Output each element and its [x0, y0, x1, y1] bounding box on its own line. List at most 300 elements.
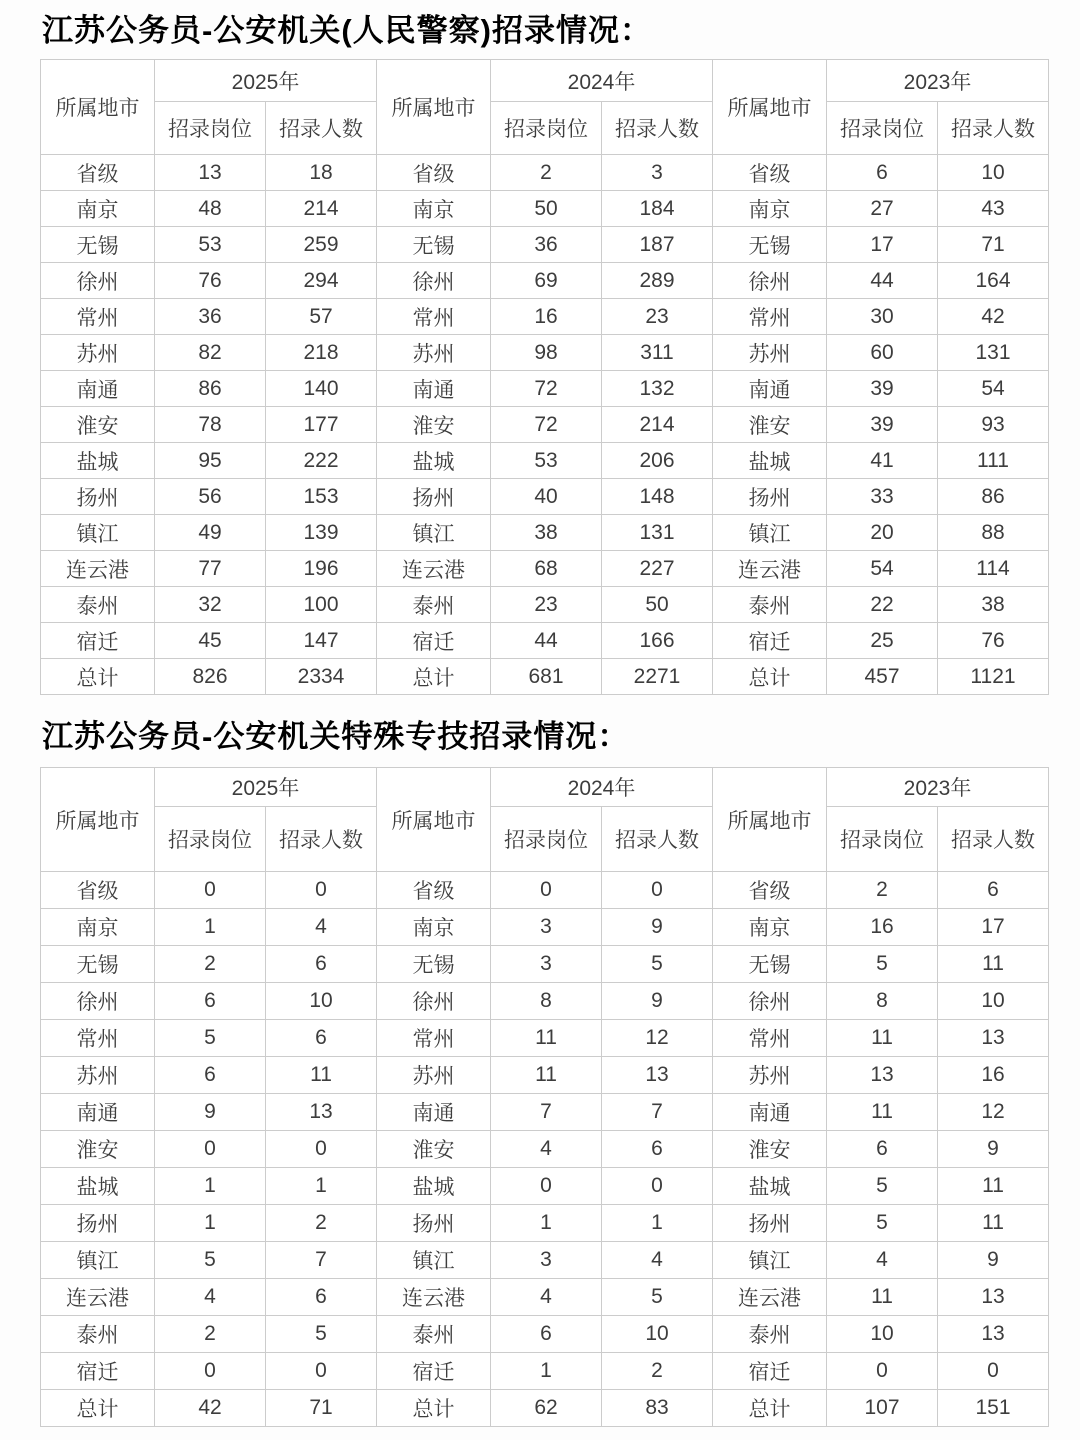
city-cell: 南京: [713, 909, 827, 946]
value-cell: 3: [491, 909, 602, 946]
city-cell: 连云港: [713, 1279, 827, 1316]
table-row: [41, 872, 1049, 909]
value-cell: 0: [155, 872, 266, 909]
value-cell: 40: [491, 479, 602, 515]
value-cell: 6: [827, 1131, 938, 1168]
value-cell: 0: [491, 872, 602, 909]
city-cell: 盐城: [377, 443, 491, 479]
value-cell: 50: [602, 587, 713, 623]
city-cell: 泰州: [41, 587, 155, 623]
value-cell: 27: [827, 191, 938, 227]
value-cell: 72: [491, 371, 602, 407]
column-header-city: 所属地市: [713, 768, 827, 872]
city-cell: 南京: [41, 909, 155, 946]
section-title-police: 江苏公务员-公安机关(人民警察)招录情况：: [42, 13, 652, 48]
value-cell: 4: [602, 1242, 713, 1279]
city-cell: 苏州: [41, 1057, 155, 1094]
value-cell: 11: [491, 1020, 602, 1057]
value-cell: 5: [827, 946, 938, 983]
table-row: [41, 1168, 1049, 1205]
value-cell: 10: [266, 983, 377, 1020]
value-cell: 4: [266, 909, 377, 946]
value-cell: 38: [491, 515, 602, 551]
value-cell: 13: [155, 155, 266, 191]
value-cell: 48: [155, 191, 266, 227]
column-header-city: 所属地市: [377, 60, 491, 155]
value-cell: 227: [602, 551, 713, 587]
value-cell: 69: [491, 263, 602, 299]
city-cell: 淮安: [377, 1131, 491, 1168]
city-cell: 南京: [377, 191, 491, 227]
value-cell: 131: [938, 335, 1049, 371]
value-cell: 7: [602, 1094, 713, 1131]
city-cell: 南通: [41, 371, 155, 407]
table-row: [41, 551, 1049, 587]
value-cell: 148: [602, 479, 713, 515]
table-row: [41, 299, 1049, 335]
city-cell: 南京: [713, 191, 827, 227]
table-row: [41, 515, 1049, 551]
city-cell: 无锡: [713, 227, 827, 263]
table-row: [41, 1242, 1049, 1279]
column-header-city: 所属地市: [41, 60, 155, 155]
value-cell: 57: [266, 299, 377, 335]
city-cell: 连云港: [41, 551, 155, 587]
value-cell: 10: [827, 1316, 938, 1353]
value-cell: 6: [827, 155, 938, 191]
table-row: [41, 1353, 1049, 1390]
value-cell: 76: [938, 623, 1049, 659]
table-body: [41, 155, 1049, 695]
city-cell: 徐州: [713, 983, 827, 1020]
city-cell: 扬州: [41, 479, 155, 515]
value-cell: 6: [266, 1020, 377, 1057]
column-header-people: 招录人数: [266, 807, 377, 872]
value-cell: 196: [266, 551, 377, 587]
value-cell: 54: [938, 371, 1049, 407]
year-header-2024: 2024年: [491, 60, 713, 102]
value-cell: 289: [602, 263, 713, 299]
city-cell: 总计: [377, 1390, 491, 1427]
value-cell: 49: [155, 515, 266, 551]
value-cell: 6: [491, 1316, 602, 1353]
city-cell: 盐城: [41, 1168, 155, 1205]
table-row: [41, 1057, 1049, 1094]
column-header-city: 所属地市: [713, 60, 827, 155]
police-recruitment-table: [40, 59, 1049, 695]
value-cell: 1: [602, 1205, 713, 1242]
value-cell: 4: [491, 1131, 602, 1168]
value-cell: 6: [266, 1279, 377, 1316]
value-cell: 9: [602, 909, 713, 946]
value-cell: 1: [491, 1205, 602, 1242]
value-cell: 10: [938, 983, 1049, 1020]
value-cell: 44: [491, 623, 602, 659]
value-cell: 7: [266, 1242, 377, 1279]
value-cell: 8: [491, 983, 602, 1020]
value-cell: 16: [491, 299, 602, 335]
table-row: [41, 191, 1049, 227]
table-row: [41, 227, 1049, 263]
table-row: [41, 983, 1049, 1020]
value-cell: 68: [491, 551, 602, 587]
value-cell: 13: [266, 1094, 377, 1131]
value-cell: 4: [827, 1242, 938, 1279]
city-cell: 苏州: [713, 1057, 827, 1094]
value-cell: 93: [938, 407, 1049, 443]
value-cell: 10: [938, 155, 1049, 191]
value-cell: 98: [491, 335, 602, 371]
value-cell: 54: [827, 551, 938, 587]
value-cell: 0: [155, 1131, 266, 1168]
city-cell: 淮安: [713, 407, 827, 443]
city-cell: 扬州: [377, 479, 491, 515]
city-cell: 连云港: [377, 1279, 491, 1316]
city-cell: 镇江: [713, 515, 827, 551]
value-cell: 294: [266, 263, 377, 299]
value-cell: 23: [491, 587, 602, 623]
value-cell: 107: [827, 1390, 938, 1427]
city-cell: 镇江: [713, 1242, 827, 1279]
value-cell: 4: [155, 1279, 266, 1316]
value-cell: 11: [266, 1057, 377, 1094]
table-row: [41, 946, 1049, 983]
value-cell: 3: [491, 946, 602, 983]
value-cell: 0: [602, 872, 713, 909]
value-cell: 36: [491, 227, 602, 263]
city-cell: 总计: [377, 659, 491, 695]
table-row: [41, 1205, 1049, 1242]
city-cell: 常州: [41, 1020, 155, 1057]
value-cell: 2: [602, 1353, 713, 1390]
city-cell: 淮安: [41, 1131, 155, 1168]
value-cell: 3: [491, 1242, 602, 1279]
value-cell: 206: [602, 443, 713, 479]
value-cell: 6: [155, 983, 266, 1020]
city-cell: 省级: [41, 872, 155, 909]
city-cell: 总计: [713, 659, 827, 695]
value-cell: 50: [491, 191, 602, 227]
special-tech-recruitment-table: [40, 767, 1049, 1427]
value-cell: 39: [827, 371, 938, 407]
value-cell: 9: [938, 1242, 1049, 1279]
value-cell: 86: [155, 371, 266, 407]
year-header-2025: 2025年: [155, 60, 377, 102]
value-cell: 9: [938, 1131, 1049, 1168]
value-cell: 111: [938, 443, 1049, 479]
value-cell: 16: [827, 909, 938, 946]
city-cell: 无锡: [713, 946, 827, 983]
city-cell: 南通: [713, 1094, 827, 1131]
value-cell: 0: [266, 1131, 377, 1168]
city-cell: 南京: [41, 191, 155, 227]
value-cell: 214: [602, 407, 713, 443]
value-cell: 151: [938, 1390, 1049, 1427]
city-cell: 总计: [713, 1390, 827, 1427]
value-cell: 42: [938, 299, 1049, 335]
value-cell: 76: [155, 263, 266, 299]
city-cell: 淮安: [713, 1131, 827, 1168]
city-cell: 扬州: [713, 1205, 827, 1242]
value-cell: 9: [602, 983, 713, 1020]
value-cell: 100: [266, 587, 377, 623]
column-header-posts: 招录岗位: [827, 102, 938, 155]
city-cell: 连云港: [377, 551, 491, 587]
value-cell: 10: [602, 1316, 713, 1353]
city-cell: 宿迁: [377, 623, 491, 659]
city-cell: 无锡: [377, 946, 491, 983]
column-header-posts: 招录岗位: [155, 807, 266, 872]
table-row: [41, 1279, 1049, 1316]
city-cell: 连云港: [41, 1279, 155, 1316]
table-row: [41, 1316, 1049, 1353]
value-cell: 826: [155, 659, 266, 695]
value-cell: 53: [491, 443, 602, 479]
value-cell: 0: [266, 1353, 377, 1390]
value-cell: 681: [491, 659, 602, 695]
value-cell: 71: [266, 1390, 377, 1427]
value-cell: 5: [155, 1242, 266, 1279]
value-cell: 132: [602, 371, 713, 407]
city-cell: 盐城: [713, 443, 827, 479]
table-row: [41, 623, 1049, 659]
table-row: [41, 479, 1049, 515]
value-cell: 8: [827, 983, 938, 1020]
table-row: [41, 587, 1049, 623]
value-cell: 1: [155, 909, 266, 946]
value-cell: 153: [266, 479, 377, 515]
value-cell: 13: [938, 1279, 1049, 1316]
city-cell: 徐州: [713, 263, 827, 299]
city-cell: 苏州: [377, 1057, 491, 1094]
city-cell: 宿迁: [41, 1353, 155, 1390]
column-header-city: 所属地市: [377, 768, 491, 872]
city-cell: 南通: [377, 1094, 491, 1131]
value-cell: 71: [938, 227, 1049, 263]
value-cell: 2: [491, 155, 602, 191]
value-cell: 214: [266, 191, 377, 227]
value-cell: 2: [266, 1205, 377, 1242]
table-row: [41, 335, 1049, 371]
city-cell: 省级: [377, 872, 491, 909]
city-cell: 无锡: [377, 227, 491, 263]
value-cell: 88: [938, 515, 1049, 551]
city-cell: 泰州: [41, 1316, 155, 1353]
value-cell: 9: [155, 1094, 266, 1131]
value-cell: 166: [602, 623, 713, 659]
city-cell: 省级: [377, 155, 491, 191]
column-header-posts: 招录岗位: [155, 102, 266, 155]
value-cell: 38: [938, 587, 1049, 623]
value-cell: 77: [155, 551, 266, 587]
value-cell: 259: [266, 227, 377, 263]
city-cell: 镇江: [41, 1242, 155, 1279]
value-cell: 1: [155, 1168, 266, 1205]
value-cell: 0: [155, 1353, 266, 1390]
city-cell: 淮安: [377, 407, 491, 443]
value-cell: 6: [266, 946, 377, 983]
table-row: [41, 1094, 1049, 1131]
column-header-posts: 招录岗位: [491, 807, 602, 872]
city-cell: 泰州: [377, 587, 491, 623]
city-cell: 常州: [41, 299, 155, 335]
value-cell: 43: [938, 191, 1049, 227]
city-cell: 淮安: [41, 407, 155, 443]
city-cell: 南京: [377, 909, 491, 946]
city-cell: 宿迁: [713, 1353, 827, 1390]
value-cell: 0: [602, 1168, 713, 1205]
value-cell: 164: [938, 263, 1049, 299]
value-cell: 16: [938, 1057, 1049, 1094]
city-cell: 省级: [713, 155, 827, 191]
value-cell: 12: [602, 1020, 713, 1057]
value-cell: 6: [938, 872, 1049, 909]
value-cell: 140: [266, 371, 377, 407]
value-cell: 7: [491, 1094, 602, 1131]
city-cell: 常州: [713, 1020, 827, 1057]
column-header-people: 招录人数: [938, 102, 1049, 155]
city-cell: 镇江: [377, 515, 491, 551]
value-cell: 5: [602, 1279, 713, 1316]
city-cell: 徐州: [377, 263, 491, 299]
value-cell: 1: [266, 1168, 377, 1205]
value-cell: 5: [266, 1316, 377, 1353]
year-header-2023: 2023年: [827, 60, 1049, 102]
city-cell: 宿迁: [377, 1353, 491, 1390]
value-cell: 56: [155, 479, 266, 515]
value-cell: 147: [266, 623, 377, 659]
column-header-people: 招录人数: [938, 807, 1049, 872]
value-cell: 0: [491, 1168, 602, 1205]
value-cell: 53: [155, 227, 266, 263]
city-cell: 扬州: [377, 1205, 491, 1242]
value-cell: 1: [155, 1205, 266, 1242]
city-cell: 常州: [713, 299, 827, 335]
table-body: [41, 872, 1049, 1427]
table-row: [41, 909, 1049, 946]
value-cell: 18: [266, 155, 377, 191]
year-header-2024: 2024年: [491, 768, 713, 807]
value-cell: 2: [155, 946, 266, 983]
city-cell: 苏州: [713, 335, 827, 371]
value-cell: 41: [827, 443, 938, 479]
value-cell: 22: [827, 587, 938, 623]
value-cell: 25: [827, 623, 938, 659]
city-cell: 苏州: [377, 335, 491, 371]
city-cell: 扬州: [41, 1205, 155, 1242]
value-cell: 60: [827, 335, 938, 371]
city-cell: 扬州: [713, 479, 827, 515]
city-cell: 连云港: [713, 551, 827, 587]
table-row: [41, 443, 1049, 479]
value-cell: 45: [155, 623, 266, 659]
value-cell: 187: [602, 227, 713, 263]
value-cell: 6: [155, 1057, 266, 1094]
column-header-posts: 招录岗位: [491, 102, 602, 155]
value-cell: 82: [155, 335, 266, 371]
value-cell: 6: [602, 1131, 713, 1168]
section-title-special-tech: 江苏公务员-公安机关特殊专技招录情况：: [42, 719, 630, 754]
city-cell: 镇江: [41, 515, 155, 551]
value-cell: 2271: [602, 659, 713, 695]
table-header: [41, 60, 1049, 155]
table-row: [41, 1020, 1049, 1057]
value-cell: 33: [827, 479, 938, 515]
value-cell: 17: [827, 227, 938, 263]
city-cell: 总计: [41, 659, 155, 695]
value-cell: 457: [827, 659, 938, 695]
value-cell: 4: [491, 1279, 602, 1316]
column-header-people: 招录人数: [266, 102, 377, 155]
value-cell: 222: [266, 443, 377, 479]
value-cell: 218: [266, 335, 377, 371]
city-cell: 苏州: [41, 335, 155, 371]
value-cell: 72: [491, 407, 602, 443]
city-cell: 镇江: [377, 1242, 491, 1279]
column-header-people: 招录人数: [602, 102, 713, 155]
value-cell: 13: [938, 1316, 1049, 1353]
value-cell: 11: [827, 1279, 938, 1316]
city-cell: 无锡: [41, 946, 155, 983]
column-header-posts: 招录岗位: [827, 807, 938, 872]
value-cell: 42: [155, 1390, 266, 1427]
value-cell: 1: [491, 1353, 602, 1390]
city-cell: 宿迁: [41, 623, 155, 659]
value-cell: 139: [266, 515, 377, 551]
table-row: [41, 155, 1049, 191]
table-header: [41, 768, 1049, 872]
table-row: [41, 1131, 1049, 1168]
city-cell: 无锡: [41, 227, 155, 263]
table-row: [41, 263, 1049, 299]
value-cell: 11: [938, 946, 1049, 983]
value-cell: 20: [827, 515, 938, 551]
value-cell: 131: [602, 515, 713, 551]
city-cell: 泰州: [713, 587, 827, 623]
value-cell: 177: [266, 407, 377, 443]
city-cell: 盐城: [713, 1168, 827, 1205]
value-cell: 12: [938, 1094, 1049, 1131]
value-cell: 13: [602, 1057, 713, 1094]
city-cell: 徐州: [377, 983, 491, 1020]
value-cell: 86: [938, 479, 1049, 515]
total-row: [41, 1390, 1049, 1427]
table-row: [41, 407, 1049, 443]
city-cell: 徐州: [41, 263, 155, 299]
year-header-2025: 2025年: [155, 768, 377, 807]
value-cell: 5: [155, 1020, 266, 1057]
value-cell: 2: [155, 1316, 266, 1353]
city-cell: 南通: [377, 371, 491, 407]
value-cell: 2334: [266, 659, 377, 695]
value-cell: 17: [938, 909, 1049, 946]
column-header-city: 所属地市: [41, 768, 155, 872]
value-cell: 11: [827, 1094, 938, 1131]
value-cell: 0: [827, 1353, 938, 1390]
value-cell: 78: [155, 407, 266, 443]
value-cell: 5: [602, 946, 713, 983]
value-cell: 184: [602, 191, 713, 227]
value-cell: 3: [602, 155, 713, 191]
value-cell: 13: [827, 1057, 938, 1094]
value-cell: 11: [827, 1020, 938, 1057]
total-row: [41, 659, 1049, 695]
city-cell: 省级: [41, 155, 155, 191]
value-cell: 11: [491, 1057, 602, 1094]
value-cell: 13: [938, 1020, 1049, 1057]
city-cell: 盐城: [377, 1168, 491, 1205]
value-cell: 0: [938, 1353, 1049, 1390]
